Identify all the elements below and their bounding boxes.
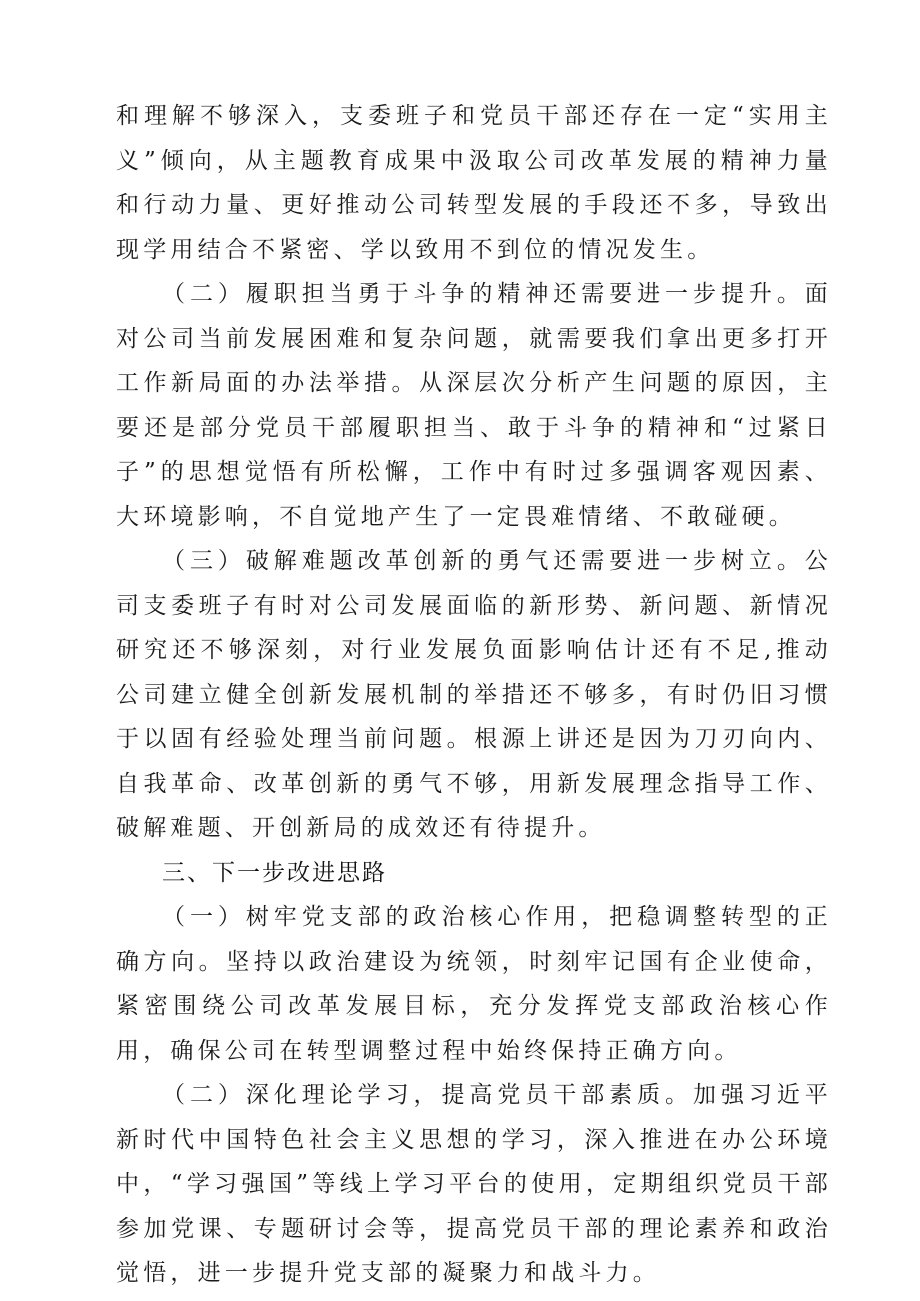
- paragraph-reform-innovation: （三）破解难题改革创新的勇气还需要进一步树立。公司支委班子有时对公司发展面临的新形势、新问题、新情况研究还不够深刻，对行业发展负面影响估计还有不足,推动公司建立健全创新发展机制的举措还不够多，有时仍旧习惯于以固有经验处理当前问题。根源上讲还是因为刀刃向内、自我革命、改革创新的勇气不够，用新发展理念指导工作、破解难题、开创新局的成效还有待提升。: [116, 548, 832, 841]
- paragraph-theory-study: （二）深化理论学习，提高党员干部素质。加强习近平新时代中国特色社会主义思想的学习，深入推进在办公环境中，“学习强国”等线上学习平台的使用，定期组织党员干部参加党课、专题研讨会等，提高党员干部的理论素养和政治觉悟，进一步提升党支部的凝聚力和战斗力。: [116, 1082, 832, 1286]
- paragraph-continuation: 和理解不够深入，支委班子和党员干部还存在一定“实用主义”倾向，从主题教育成果中汲取公司改革发展的精神力量和行动力量、更好推动公司转型发展的手段还不多，导致出现学用结合不紧密、学以致用不到位的情况发生。: [116, 103, 832, 263]
- document-body: [116, 94, 832, 1296]
- paragraph-duty-and-struggle: （二）履职担当勇于斗争的精神还需要进一步提升。面对公司当前发展困难和复杂问题，就需要我们拿出更多打开工作新局面的办法举措。从深层次分析产生问题的原因，主要还是部分党员干部履职担当、敢于斗争的精神和“过紧日子”的思想觉悟有所松懈，工作中有时过多强调客观因素、大环境影响，不自觉地产生了一定畏难情绪、不敢碰硬。: [116, 281, 832, 530]
- section-heading-next-steps: 三、下一步改进思路: [162, 859, 387, 886]
- paragraph-political-core: （一）树牢党支部的政治核心作用，把稳调整转型的正确方向。坚持以政治建设为统领，时刻牢记国有企业使命，紧密围绕公司改革发展目标，充分发挥党支部政治核心作用，确保公司在转型调整过程中始终保持正确方向。: [116, 904, 832, 1064]
